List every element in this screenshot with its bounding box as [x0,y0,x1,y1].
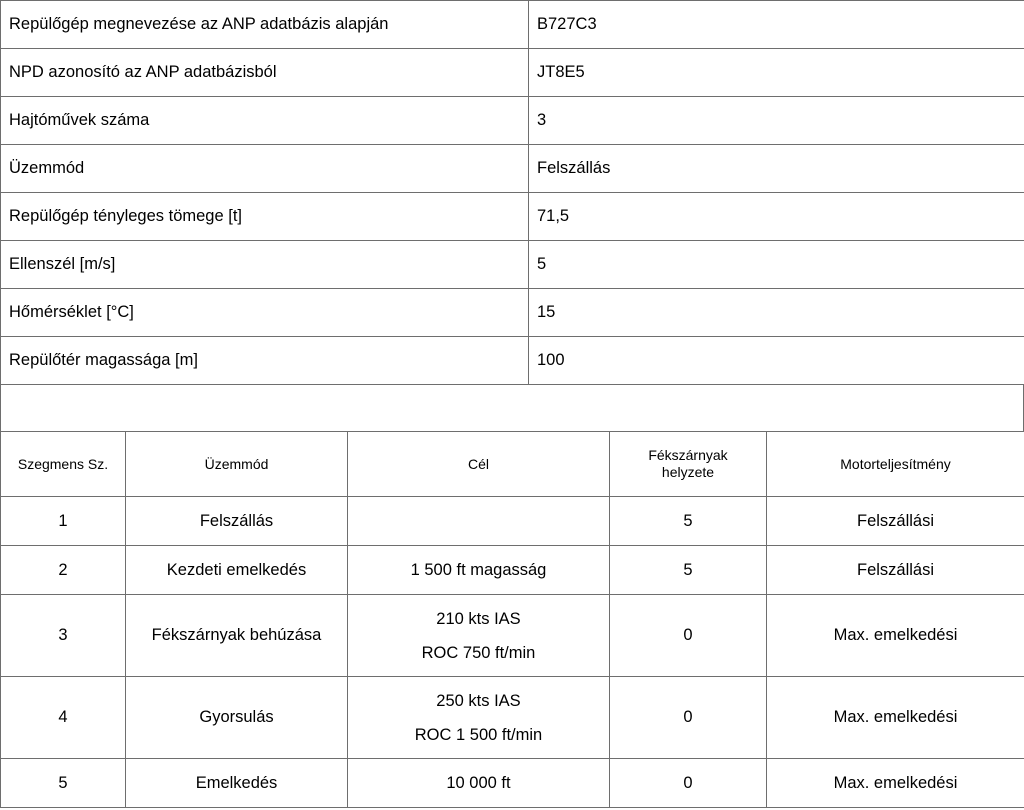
header-segment-no: Szegmens Sz. [1,432,126,497]
info-label: Repülőtér magassága [m] [1,337,529,385]
info-label: Hőmérséklet [°C] [1,289,529,337]
header-flap-line2: helyzete [661,464,715,480]
table-row [1,1,1024,49]
table-row [1,677,1024,759]
empty-cell [1,385,1024,432]
segment-mode: Gyorsulás [126,677,348,759]
table-row [1,193,1024,241]
table-row [1,497,1024,546]
segment-target-line2: ROC 1 500 ft/min [414,725,543,744]
aircraft-info-table [0,0,1024,385]
segment-mode: Kezdeti emelkedés [126,546,348,595]
table-row [1,49,1024,97]
segment-target [348,677,610,759]
info-value: 100 [529,337,1024,385]
segment-power: Max. emelkedési [767,595,1024,677]
info-value: 71,5 [529,193,1024,241]
header-mode: Üzemmód [126,432,348,497]
header-target: Cél [348,432,610,497]
table-row [1,145,1024,193]
segment-target [348,546,610,595]
segment-mode: Felszállás [126,497,348,546]
table-row [1,241,1024,289]
segment-flap: 5 [610,546,767,595]
info-value: 5 [529,241,1024,289]
segment-no: 5 [1,759,126,808]
table-row [1,759,1024,808]
header-flap-line1: Fékszárnyak [648,447,728,463]
info-label: Ellenszél [m/s] [1,241,529,289]
table-row [1,546,1024,595]
header-flap-position [610,432,767,497]
segments-table [0,431,1024,808]
segment-target [348,759,610,808]
segment-flap: 5 [610,497,767,546]
table-row [1,97,1024,145]
segment-power: Max. emelkedési [767,759,1024,808]
segment-target-line1: 10 000 ft [446,773,511,792]
spacer-row [0,384,1024,432]
segment-mode: Emelkedés [126,759,348,808]
segment-mode: Fékszárnyak behúzása [126,595,348,677]
info-value: B727C3 [529,1,1024,49]
info-value: 3 [529,97,1024,145]
segment-target [348,497,610,546]
info-label: Hajtóművek száma [1,97,529,145]
segment-target-line1: 210 kts IAS [436,609,521,628]
segment-power: Felszállási [767,497,1024,546]
info-label: NPD azonosító az ANP adatbázisból [1,49,529,97]
segment-no: 2 [1,546,126,595]
header-power: Motorteljesítmény [767,432,1024,497]
info-label: Repülőgép tényleges tömege [t] [1,193,529,241]
segment-flap: 0 [610,677,767,759]
segment-no: 4 [1,677,126,759]
segment-target-line2: ROC 750 ft/min [421,643,536,662]
segment-power: Felszállási [767,546,1024,595]
info-label: Üzemmód [1,145,529,193]
segment-flap: 0 [610,595,767,677]
segment-no: 1 [1,497,126,546]
segment-no: 3 [1,595,126,677]
table-header-row [1,432,1024,497]
segment-target-line1: 250 kts IAS [436,691,521,710]
segment-target [348,595,610,677]
segment-flap: 0 [610,759,767,808]
info-label: Repülőgép megnevezése az ANP adatbázis alapján [1,1,529,49]
table-row [1,595,1024,677]
segment-power: Max. emelkedési [767,677,1024,759]
info-value: Felszállás [529,145,1024,193]
segment-target-line1: 1 500 ft magasság [410,560,547,579]
info-value: 15 [529,289,1024,337]
table-row [1,337,1024,385]
table-row [1,289,1024,337]
info-value: JT8E5 [529,49,1024,97]
